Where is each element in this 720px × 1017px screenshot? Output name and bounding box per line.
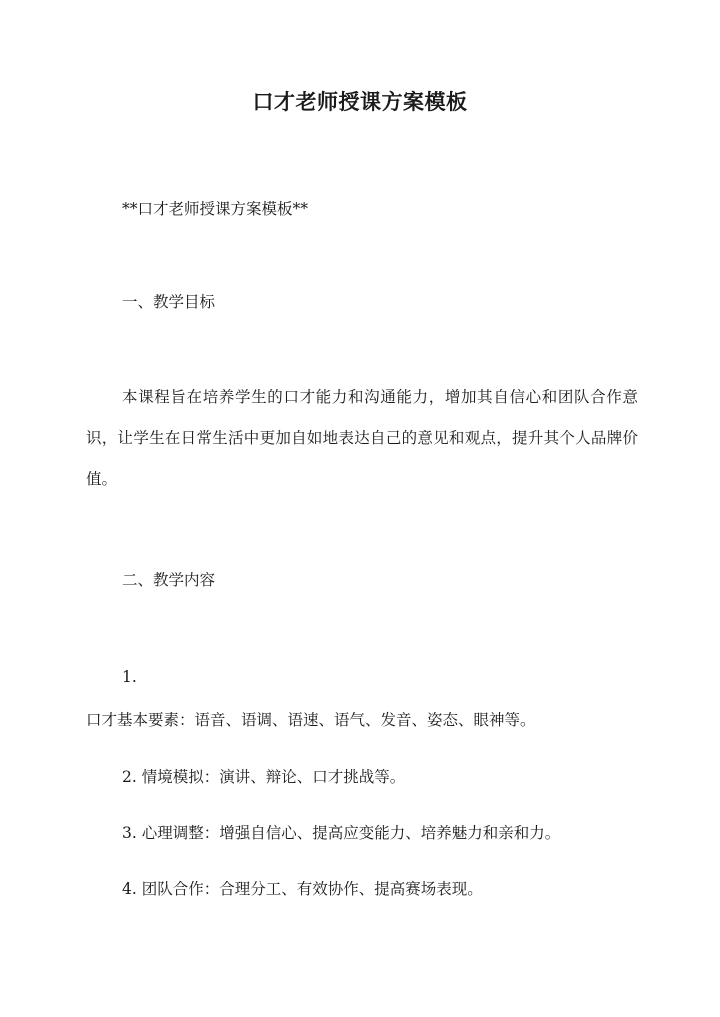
list-item-2-number: 2. xyxy=(122,768,137,786)
list-item-4-text: 团队合作：合理分工、有效协作、提高赛场表现。 xyxy=(141,880,483,898)
list-item-1-text: 口才基本要素：语音、语调、语速、语气、发音、姿态、眼神等。 xyxy=(86,711,536,729)
list-item-2 xyxy=(122,770,405,786)
document-subtitle: **口才老师授课方案模板** xyxy=(122,200,309,218)
document-title: 口才老师授课方案模板 xyxy=(252,89,468,114)
section1-paragraph: 本课程旨在培养学生的口才能力和沟通能力，增加其自信心和团队合作意识，让学生在日常生活中更加自如地表达自己的意见和观点，提升其个人品牌价值。 xyxy=(86,388,638,488)
list-item-2-text: 情境模拟：演讲、辩论、口才挑战等。 xyxy=(141,768,406,786)
list-item-4 xyxy=(122,882,483,898)
list-item-3-text: 心理调整：增强自信心、提高应变能力、培养魅力和亲和力。 xyxy=(141,824,561,842)
section2-heading: 二、教学内容 xyxy=(122,571,216,589)
list-item-4-number: 4. xyxy=(122,880,137,898)
list-item-3 xyxy=(122,826,560,842)
section1-heading: 一、教学目标 xyxy=(122,293,216,311)
list-item-3-number: 3. xyxy=(122,824,137,842)
list-item-1-number: 1. xyxy=(122,668,137,686)
